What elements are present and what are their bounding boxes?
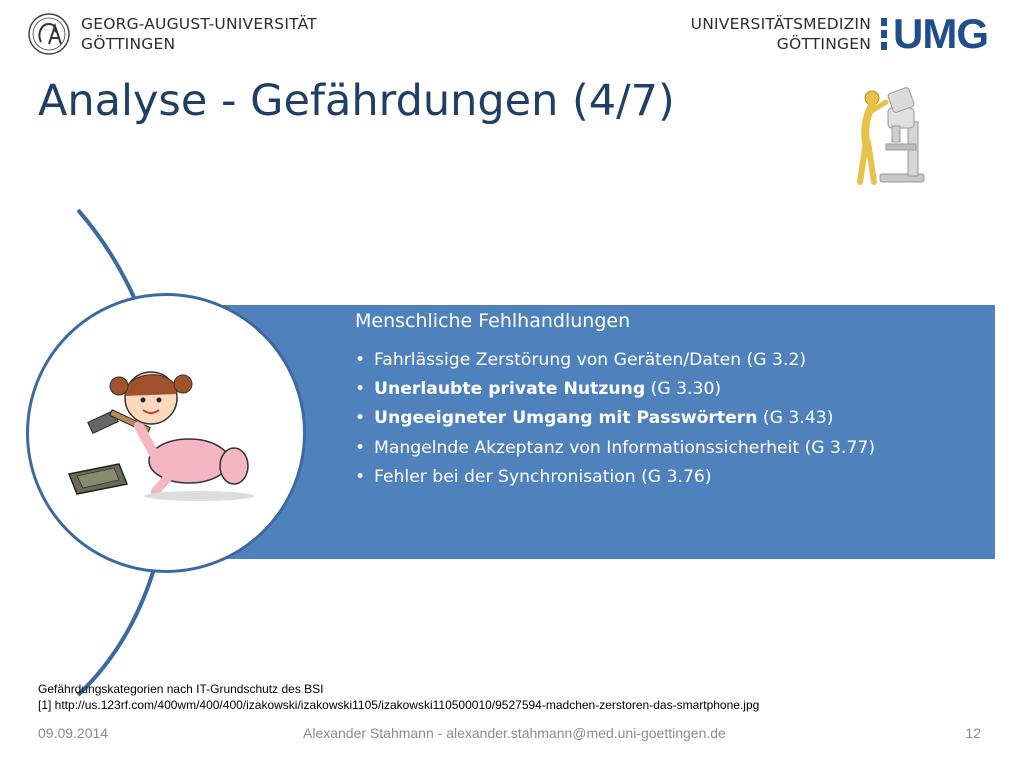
list-item: • Fahrlässige Zerstörung von Geräten/Daten (G 3.2): [355, 350, 807, 370]
university-name-line2: GÖTTINGEN: [81, 35, 176, 53]
list-item-bold: Unerlaubte private Nutzung: [374, 379, 646, 400]
ga-seal-icon: [27, 12, 71, 56]
footer-date: 09.09.2014: [38, 725, 109, 741]
list-item: • Mangelnde Akzeptanz von Informationssicherheit (G 3.77): [355, 437, 876, 458]
microscope-figure-icon: [842, 82, 932, 190]
footnote: [38, 681, 759, 713]
university-logo: [27, 12, 317, 56]
footnote-reference: [1] http://us.123rf.com/400wm/400/400/izakowski/izakowski1105/izakowski110500010/9527594-madchen-zerstoren-das-smartphone.jpg: [38, 698, 760, 712]
list-item: • Unerlaubte private Nutzung (G 3.30): [355, 379, 722, 400]
page-number: 12: [965, 725, 981, 741]
list-item-text: Mangelnde Akzeptanz von Informationssicherheit (G 3.77): [374, 437, 876, 458]
umg-name-line2: GÖTTINGEN: [776, 35, 871, 53]
slide-title: Analyse - Gefährdungen (4/7): [38, 76, 675, 126]
image-circle: [26, 293, 306, 573]
threat-list: [355, 346, 875, 492]
umg-dots-icon: [881, 18, 887, 50]
umg-logo: [691, 12, 988, 56]
footnote-source: Gefährdungskategorien nach IT-Grundschutz des BSI: [38, 682, 324, 696]
university-name-line1: GEORG-AUGUST-UNIVERSITÄT: [81, 15, 317, 33]
section-heading: Menschliche Fehlhandlungen: [355, 310, 631, 332]
girl-smashing-phone-icon: [59, 356, 259, 506]
umg-name-line1: UNIVERSITÄTSMEDIZIN: [690, 15, 871, 33]
footer-author: Alexander Stahmann - alexander.stahmann@med.uni-goettingen.de: [303, 725, 726, 741]
list-item-text: (G 3.30): [645, 379, 722, 400]
list-item-text: Fahrlässige Zerstörung von Geräten/Daten (G 3.2): [374, 350, 807, 370]
umg-mark: UMG: [893, 10, 988, 57]
list-item: • Fehler bei der Synchronisation (G 3.76): [355, 466, 712, 487]
list-item: • Ungeeigneter Umgang mit Passwörtern (G 3.43): [355, 408, 834, 429]
list-item-bold: Ungeeigneter Umgang mit Passwörtern: [374, 408, 758, 429]
list-item-text: Fehler bei der Synchronisation (G 3.76): [374, 466, 712, 487]
list-item-text: (G 3.43): [757, 408, 834, 429]
